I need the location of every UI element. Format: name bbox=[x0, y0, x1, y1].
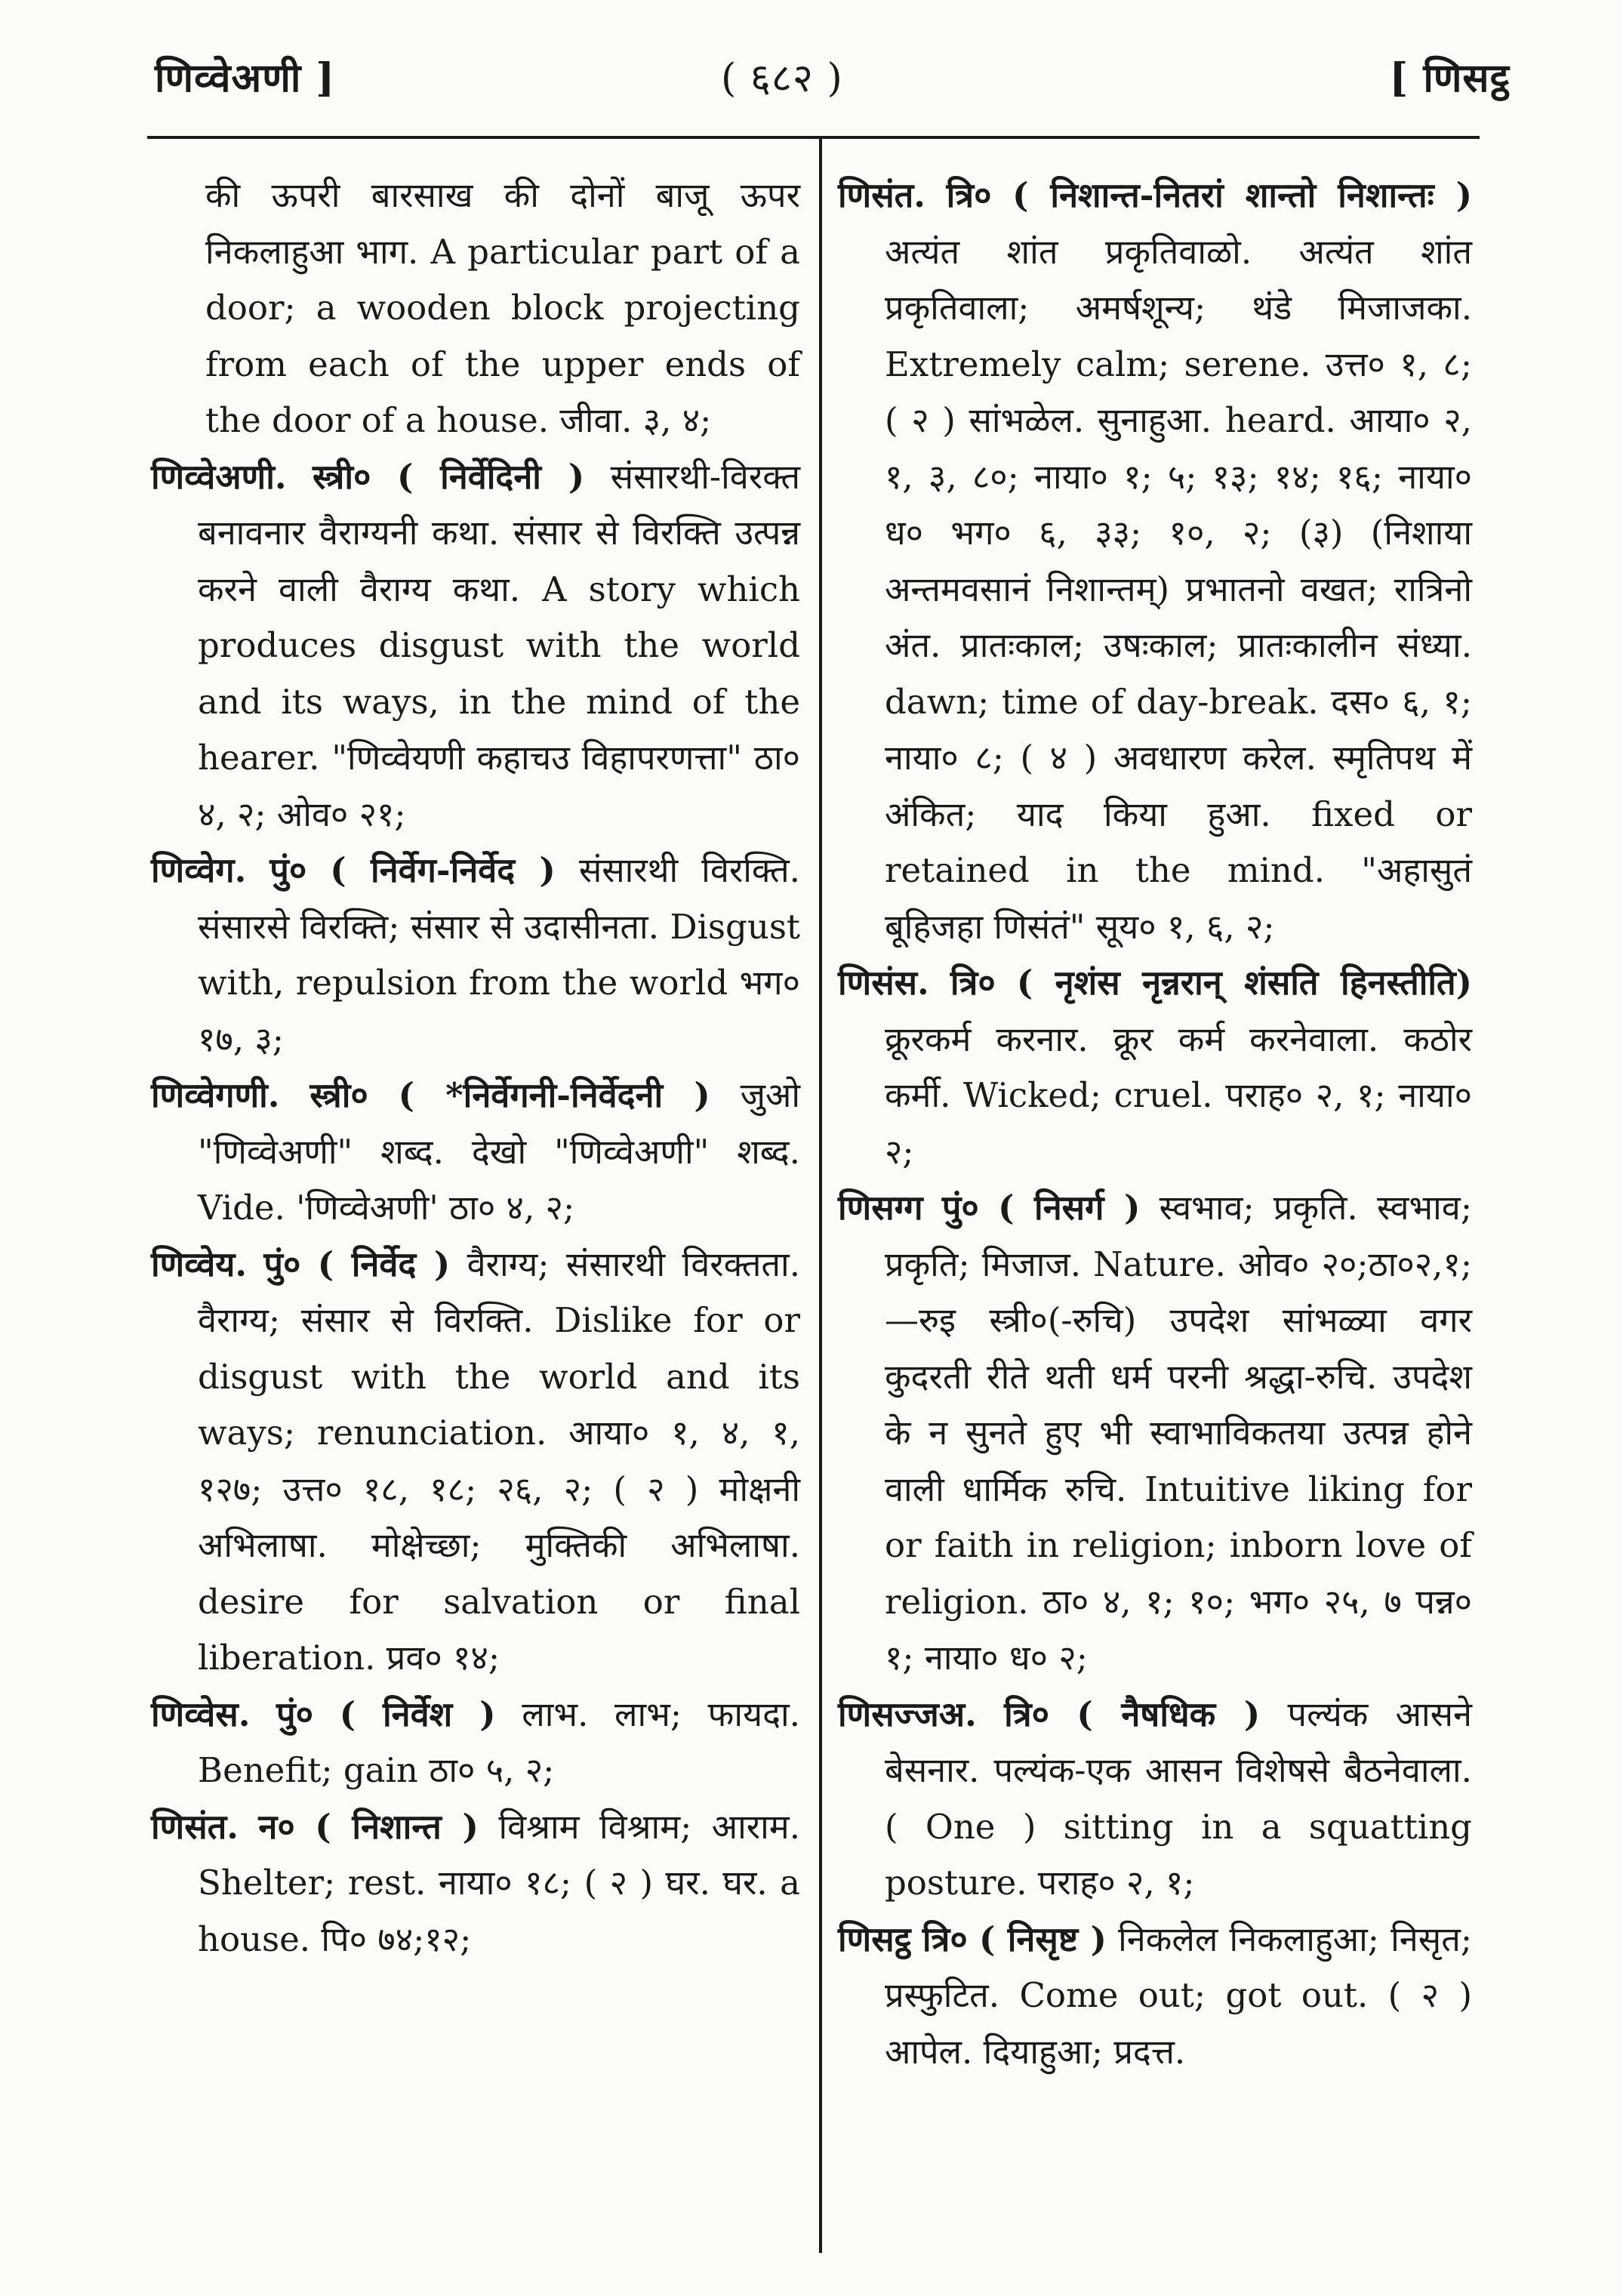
continuation-text: की ऊपरी बारसाख की दोनों बाजू ऊपर निकलाहुआ भाग. A particular part of a door; a wooden block projecting from each of the upper ends of the door of a house. जीवा. ३, ४; bbox=[205, 175, 800, 440]
entry-body: वैराग्य; संसारथी विरक्तता. वैराग्य; संसार से विरक्ति. Dislike for or disgust with the world and its ways; renunciation. आया० १, ४, १, १२७; उत्त० १८, १८; २६, २; ( २ ) मोक्षनी अभिलाषा. मोक्षेच्छा; मुक्तिकी अभिलाषा. desire for salvation or final liberation. प्रव० १४; bbox=[198, 1244, 801, 1678]
headword: णिव्वेस. bbox=[151, 1693, 251, 1734]
entry-body: लाभ. लाभ; फायदा. Benefit; gain ठा० ५, २; bbox=[198, 1693, 800, 1790]
entry-body: जुओ "णिव्वेअणी" शब्द. देखो "णिव्वेअणी" शब्द. Vide. 'णिव्वेअणी' ठा० ४, २; bbox=[198, 1075, 800, 1228]
entry-body: निकलेल निकलाहुआ; निसृत; प्रस्फुटित. Come out; got out. ( २ ) आपेल. दियाहुआ; प्रदत्त. bbox=[885, 1918, 1473, 2072]
sanskrit-form: ( निर्वेग-निर्वेद ) bbox=[330, 850, 556, 890]
dictionary-entry bbox=[838, 168, 1472, 955]
dictionary-entry bbox=[838, 1180, 1472, 1687]
entry-body: संसारथी विरक्ति. संसारसे विरक्ति; संसार से उदासीनता. Disgust with, repulsion from the world भग० १७, ३; bbox=[198, 850, 800, 1059]
headword: णिव्वेगणी. bbox=[151, 1075, 280, 1115]
headword: णिव्वेअणी. bbox=[151, 456, 287, 497]
dictionary-entry bbox=[838, 955, 1472, 1180]
sanskrit-form: ( निर्वेद ) bbox=[317, 1244, 451, 1284]
headword: णिसग्ग bbox=[838, 1188, 923, 1228]
dictionary-entry bbox=[838, 1912, 1472, 2081]
sanskrit-form: ( निसृष्ट ) bbox=[978, 1918, 1107, 1959]
entry-body: विश्राम विश्राम; आराम. Shelter; rest. नाया० १८; ( २ ) घर. घर. a house. पि० ७४;१२; bbox=[198, 1806, 801, 1959]
dictionary-entry bbox=[151, 449, 800, 843]
headword: णिसंत. bbox=[151, 1806, 239, 1847]
dictionary-entry bbox=[151, 1237, 800, 1687]
entry-body: क्रूरकर्म करनार. क्रूर कर्म करनेवाला. कठोर कर्मी. Wicked; cruel. पराह० २, १; नाया० २; bbox=[885, 1019, 1472, 1172]
gram-label: त्रि० bbox=[950, 963, 996, 1003]
gram-label: पुं० bbox=[276, 1693, 314, 1734]
sanskrit-form: ( निसर्ग ) bbox=[998, 1188, 1141, 1228]
sanskrit-form: ( निशान्त ) bbox=[315, 1806, 479, 1847]
entry-body: स्वभाव; प्रकृति. स्वभाव; प्रकृति; मिजाज. Nature. ओव० २०;ठा०२,१; —रुइ स्त्री०(-रुचि) उपदेश सांभळ्या वगर कुदरती रीते थती धर्म परनी श्रद्धा-रुचि. उपदेश के न सुनते हुए भी स्वाभाविकतया उत्पन्न होने वाली धार्मिक रुचि. Intuitive liking for or faith in religion; inborn love of religion. ठा० ४, १; १०; भग० २५, ७ पन्न० १; नाया० ध० २; bbox=[885, 1188, 1472, 1678]
entry-body: अत्यंत शांत प्रकृतिवाळो. अत्यंत शांत प्रकृतिवाला; अमर्षशून्य; थंडे मिजाजका. Extremely calm; serene. उत्त० १, ८; ( २ ) सांभळेल. सुनाहुआ. heard. आया० २, १, ३, ८०; नाया० १; ५; १३; १४; १६; नाया० ध० भग० ६, ३३; १०, २; (३) (निशाया अन्तमवसानं निशान्तम्) प्रभातनो वखत; रात्रिनो अंत. प्रातःकाल; उषःकाल; प्रातःकालीन संध्या. dawn; time of day-break. दस० ६, १; नाया० ८; ( ४ ) अवधारण करेल. स्मृतिपथ में अंकित; याद किया हुआ. fixed or retained in the mind. "अहासुतं बूहिजहा णिसंतं" सूय० १, ६, २; bbox=[885, 231, 1472, 947]
header-left-guideword: णिव्वेअणी ] bbox=[155, 55, 336, 101]
dictionary-entry bbox=[151, 1068, 800, 1237]
gram-label: न० bbox=[258, 1806, 295, 1847]
dictionary-entry bbox=[151, 1687, 800, 1799]
page-number: ( ६८२ ) bbox=[721, 56, 843, 101]
sanskrit-form: ( निशान्त-नितरां शान्तो निशान्तः ) bbox=[1012, 175, 1472, 215]
dictionary-entry bbox=[151, 843, 800, 1068]
column-divider bbox=[819, 139, 822, 2253]
entry-body: संसारथी-विरक्त बनावनार वैराग्यनी कथा. संसार से विरक्ति उत्पन्न करने वाली वैराग्य कथा. A story which produces disgust with the world and its ways, in the mind of the hearer. "णिव्वेयणी कहाचउ विहापरणत्ता" ठा० ४, २; ओव० २१; bbox=[198, 456, 800, 834]
headword: णिसंस. bbox=[838, 963, 929, 1003]
gram-label: पुं० bbox=[269, 850, 307, 890]
right-column bbox=[838, 168, 1472, 2080]
gram-label: त्रि० bbox=[922, 1918, 968, 1959]
header-rule bbox=[147, 136, 1480, 139]
sanskrit-form: ( निर्वेदिनी ) bbox=[396, 456, 585, 497]
gram-label: पुं० bbox=[941, 1188, 979, 1228]
sanskrit-form: ( नैषधिक ) bbox=[1076, 1693, 1261, 1734]
left-column bbox=[151, 168, 800, 1968]
headword: णिव्वेग. bbox=[151, 850, 247, 890]
dictionary-entry bbox=[838, 1687, 1472, 1912]
gram-label: त्रि० bbox=[1004, 1693, 1050, 1734]
headword: णिसट्ठ bbox=[838, 1918, 911, 1959]
sanskrit-form: ( नृशंस नृन्नरान् शंसति हिनस्तीति) bbox=[1016, 963, 1472, 1003]
gram-label: पुं० bbox=[263, 1244, 301, 1284]
gram-label: स्त्री० bbox=[310, 1075, 368, 1115]
entry-body: पल्यंक आसने बेसनार. पल्यंक-एक आसन विशेषसे बैठनेवाला. ( One ) sitting in a squatting posture. पराह० २, १; bbox=[885, 1693, 1473, 1903]
gram-label: स्त्री० bbox=[313, 456, 371, 497]
headword: णिसज्जअ. bbox=[838, 1693, 977, 1734]
headword: णिव्वेय. bbox=[151, 1244, 248, 1284]
headword: णिसंत. bbox=[838, 175, 925, 215]
dictionary-entry bbox=[151, 1799, 800, 1968]
header-right-guideword: [ णिसट्ठ bbox=[1389, 55, 1510, 101]
sanskrit-form: ( निर्वेश ) bbox=[339, 1693, 496, 1734]
page-header bbox=[0, 39, 1623, 122]
gram-label: त्रि० bbox=[946, 175, 992, 215]
sanskrit-form: ( *निर्वेगनी-निर्वेदनी ) bbox=[398, 1075, 710, 1115]
